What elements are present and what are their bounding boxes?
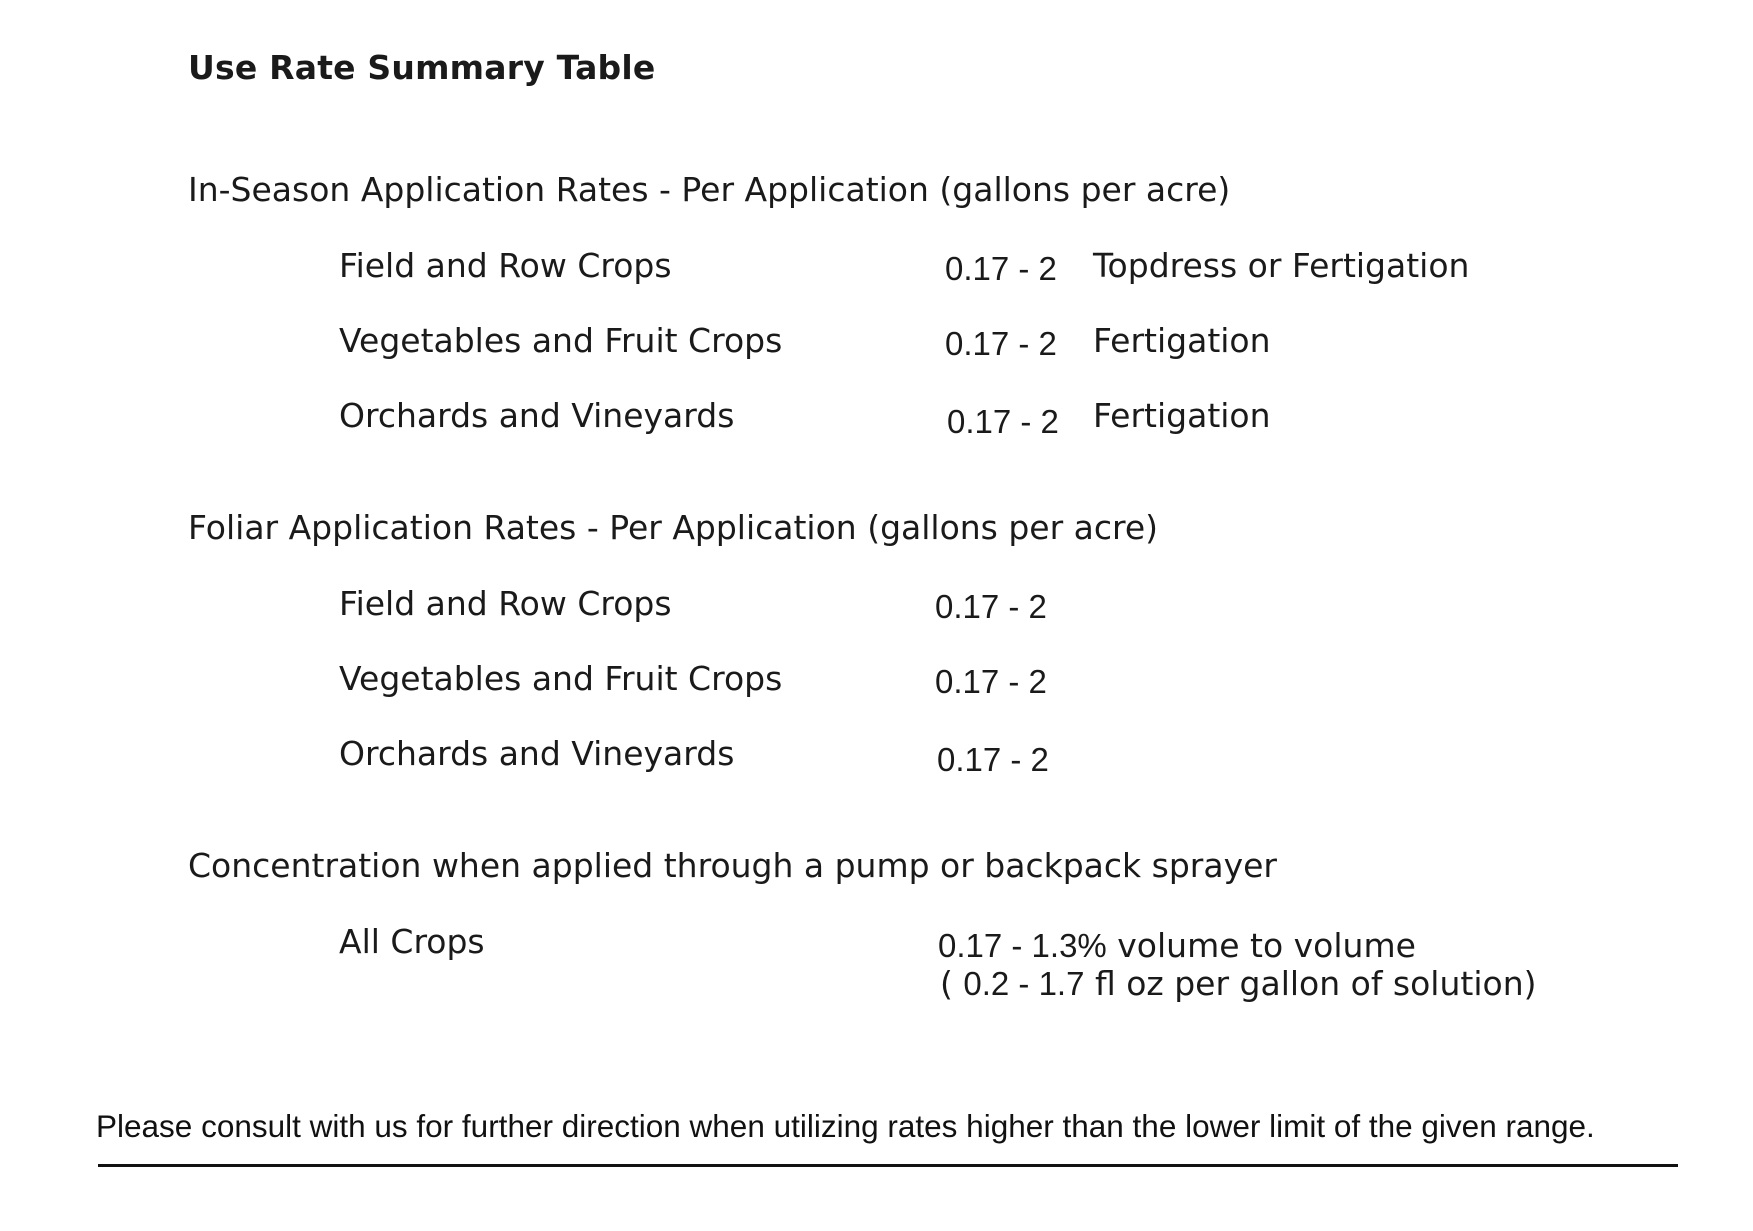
concentration-alt-unit: fl oz per gallon of solution) <box>1084 964 1537 1003</box>
in-season-method-field-row: Topdress or Fertigation <box>1093 246 1470 285</box>
footer-note: Please consult with us for further direction when utilizing rates higher than the lower limit of the given range. <box>96 1108 1595 1144</box>
foliar-heading: Foliar Application Rates - Per Application (gallons per acre) <box>188 508 1159 547</box>
in-season-method-orchards: Fertigation <box>1093 396 1271 435</box>
foliar-crop-field-row: Field and Row Crops <box>339 584 672 623</box>
concentration-rate-percent: 0.17 - 1.3% <box>938 927 1107 964</box>
foliar-rate-orchards: 0.17 - 2 <box>937 741 1049 778</box>
concentration-crop: All Crops <box>339 922 485 961</box>
concentration-alt-open: ( <box>940 964 964 1003</box>
footer-divider <box>98 1164 1678 1167</box>
concentration-alt-line <box>940 964 1536 1003</box>
in-season-method-vegetables: Fertigation <box>1093 321 1271 360</box>
concentration-heading: Concentration when applied through a pump or backpack sprayer <box>188 846 1277 885</box>
in-season-crop-orchards: Orchards and Vineyards <box>339 396 735 435</box>
foliar-crop-vegetables: Vegetables and Fruit Crops <box>339 659 783 698</box>
foliar-crop-orchards: Orchards and Vineyards <box>339 734 735 773</box>
in-season-rate-orchards: 0.17 - 2 <box>947 403 1059 440</box>
foliar-rate-field-row: 0.17 - 2 <box>935 588 1047 625</box>
concentration-rate-unit: volume to volume <box>1117 926 1416 965</box>
in-season-heading: In-Season Application Rates - Per Application (gallons per acre) <box>188 170 1231 209</box>
concentration-rate-line <box>938 926 1416 965</box>
foliar-rate-vegetables: 0.17 - 2 <box>935 663 1047 700</box>
in-season-crop-vegetables: Vegetables and Fruit Crops <box>339 321 783 360</box>
in-season-rate-vegetables: 0.17 - 2 <box>945 325 1057 362</box>
concentration-alt-rate: 0.2 - 1.7 <box>963 965 1085 1002</box>
in-season-crop-field-row: Field and Row Crops <box>339 246 672 285</box>
in-season-rate-field-row: 0.17 - 2 <box>945 250 1057 287</box>
page-title: Use Rate Summary Table <box>188 48 656 87</box>
